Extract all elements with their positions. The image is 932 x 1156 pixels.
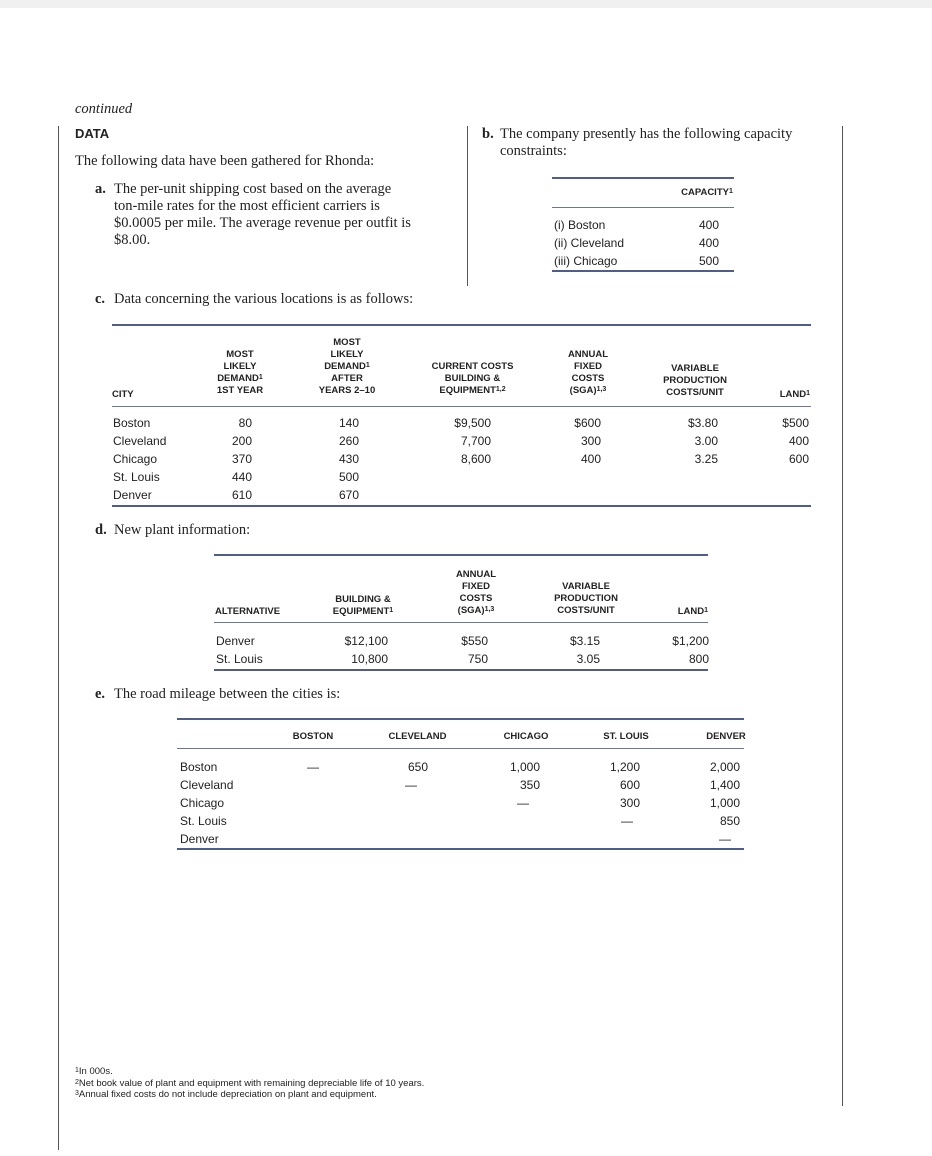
current-cost-value: 8,600 [460, 452, 491, 466]
variable-value: $3.15 [569, 634, 600, 648]
variable-cost-value: $3.80 [687, 416, 718, 430]
demand-1st-value: 80 [238, 416, 252, 430]
city-name: Boston [113, 416, 151, 430]
locations-header-demand-after [312, 337, 382, 397]
capacity-values-col [680, 216, 719, 270]
new-plant-variable-col [560, 632, 600, 668]
current-cost-value: $9,500 [454, 416, 491, 430]
capacity-row-name: (i) Boston [554, 218, 606, 232]
mileage-value: — [719, 832, 731, 846]
mileage-row-name: Boston [180, 760, 218, 774]
header-line: COSTS/UNIT [557, 605, 615, 616]
fixed-value: 750 [467, 652, 488, 666]
item-e-label: e. [95, 686, 106, 702]
mileage-value: — [307, 760, 319, 774]
header-line: EQUIPMENT$^1$ [332, 606, 394, 617]
item-b-line: constraints: [500, 143, 567, 159]
locations-fixed-col [570, 414, 601, 468]
new-plant-building-col [335, 632, 388, 668]
variable-cost-value: 3.00 [694, 434, 718, 448]
header-line: AFTER [331, 373, 363, 384]
new-plant-header-building [318, 594, 408, 618]
new-plant-table-top-rule [214, 554, 708, 556]
mileage-stlouis-col [600, 758, 640, 830]
mileage-table-mid-rule [177, 748, 744, 749]
capacity-row-value: 400 [698, 218, 719, 232]
intro-text: The following data have been gathered for Rhonda: [75, 153, 375, 169]
demand-after-value: 140 [338, 416, 359, 430]
capacity-header: CAPACITY$^1$ [681, 187, 733, 198]
variable-cost-value: 3.25 [694, 452, 718, 466]
header-line: BUILDING & [335, 594, 391, 605]
item-a-text [114, 181, 411, 249]
building-value: 10,800 [351, 652, 388, 666]
mileage-value: — [517, 796, 529, 810]
city-name: Cleveland [113, 434, 167, 448]
header-line: YEARS 2–10 [318, 385, 376, 396]
capacity-table-top-rule [552, 177, 734, 179]
new-plant-header-variable [546, 581, 626, 617]
header-line: LIKELY [330, 349, 364, 360]
new-plant-header-alternative: ALTERNATIVE [215, 606, 281, 617]
capacity-row-name: (iii) Chicago [554, 254, 618, 268]
land-value: 800 [688, 652, 709, 666]
item-b-text [500, 126, 792, 160]
mileage-value: 350 [519, 778, 540, 792]
mileage-value: 1,000 [709, 796, 740, 810]
capacity-row-value: 500 [698, 254, 719, 268]
demand-after-value: 430 [338, 452, 359, 466]
mileage-denver-col [700, 758, 740, 848]
header-line: EQUIPMENT$^{1,2}$ [439, 385, 506, 396]
mileage-chicago-col [500, 758, 540, 812]
capacity-row-value: 400 [698, 236, 719, 250]
demand-after-value: 500 [338, 470, 359, 484]
locations-table-mid-rule [112, 406, 811, 407]
new-plant-land-col [660, 632, 709, 668]
alternative-name: Denver [216, 634, 255, 648]
new-plant-fixed-col [455, 632, 488, 668]
header-line: CURRENT COSTS [431, 361, 514, 372]
mileage-table-bottom-rule [177, 848, 744, 850]
capacity-table-bottom-rule [552, 270, 734, 272]
city-name: Chicago [113, 452, 158, 466]
demand-1st-value: 440 [231, 470, 252, 484]
header-line: FIXED [574, 361, 602, 372]
new-plant-header-land: LAND$^1$ [677, 606, 708, 617]
page-top-band [0, 0, 932, 8]
footnote: $^3$Annual fixed costs do not include depreciation on plant and equipment. [75, 1089, 377, 1100]
demand-after-value: 260 [338, 434, 359, 448]
mileage-value: — [621, 814, 633, 828]
new-plant-alternative-col [216, 632, 263, 668]
footnote: $^1$In 000s. [75, 1066, 113, 1077]
demand-1st-value: 370 [231, 452, 252, 466]
new-plant-table-mid-rule [214, 622, 708, 623]
mileage-value: 1,400 [709, 778, 740, 792]
locations-header-variable [655, 363, 735, 399]
footnote: $^2$Net book value of plant and equipment with remaining depreciable life of 10 years. [75, 1077, 425, 1089]
header-line: MOST [226, 349, 254, 360]
mileage-header-cleveland: CLEVELAND [388, 731, 447, 742]
locations-current-costs-col [440, 414, 491, 468]
demand-1st-value: 610 [231, 488, 252, 502]
mileage-header-chicago: CHICAGO [503, 731, 549, 742]
mileage-value: 1,000 [509, 760, 540, 774]
header-line: BUILDING & [444, 373, 501, 384]
item-e-text: The road mileage between the cities is: [114, 686, 341, 702]
item-c-label: c. [95, 291, 106, 307]
header-line: COSTS [459, 593, 493, 604]
item-d-label: d. [95, 522, 107, 538]
header-line: COSTS [571, 373, 605, 384]
mileage-row-name: Denver [180, 832, 219, 846]
mileage-row-names-col [180, 758, 233, 848]
current-cost-value: 7,700 [460, 434, 491, 448]
land-value: $500 [782, 416, 809, 430]
header-line: PRODUCTION [663, 375, 727, 386]
mileage-header-stlouis: ST. LOUIS [603, 731, 649, 742]
item-d-text: New plant information: [114, 522, 251, 538]
demand-after-value: 670 [338, 488, 359, 502]
capacity-names-col [554, 216, 624, 270]
locations-city-col [113, 414, 166, 504]
header-line: COSTS/UNIT [666, 387, 724, 398]
locations-header-fixed [553, 349, 623, 397]
header-line: ANNUAL [567, 349, 609, 360]
fixed-cost-value: 300 [580, 434, 601, 448]
item-b-line: The company presently has the following capacity [500, 126, 793, 142]
item-a-line: $0.0005 per mile. The average revenue per outfit is [114, 215, 411, 231]
mileage-value: 650 [407, 760, 428, 774]
mileage-value: 1,200 [609, 760, 640, 774]
locations-header-land: LAND$^1$ [779, 389, 810, 400]
item-c-text: Data concerning the various locations is as follows: [114, 291, 414, 307]
locations-demand-1st-col [215, 414, 252, 504]
header-line: DEMAND$^1$ [217, 373, 263, 384]
header-line: VARIABLE [671, 363, 719, 374]
item-a-label: a. [95, 181, 106, 197]
mileage-value: 600 [619, 778, 640, 792]
header-line: MOST [333, 337, 361, 348]
header-line: VARIABLE [562, 581, 610, 592]
mileage-row-name: St. Louis [180, 814, 227, 828]
locations-header-city: CITY [112, 389, 134, 400]
mileage-value: 2,000 [709, 760, 740, 774]
locations-header-current-costs [425, 361, 520, 397]
header-line: PRODUCTION [554, 593, 618, 604]
mileage-value: 850 [719, 814, 740, 828]
left-margin-line [58, 126, 59, 1150]
land-value: 600 [788, 452, 809, 466]
item-a-line: $8.00. [114, 232, 151, 248]
demand-1st-value: 200 [231, 434, 252, 448]
mileage-table-top-rule [177, 718, 744, 720]
header-line: LIKELY [223, 361, 257, 372]
item-a-line: ton-mile rates for the most efficient carriers is [114, 198, 380, 214]
variable-value: 3.05 [576, 652, 600, 666]
mileage-value: — [405, 778, 417, 792]
mileage-row-name: Cleveland [180, 778, 234, 792]
locations-table-bottom-rule [112, 505, 811, 507]
header-line: ANNUAL [455, 569, 497, 580]
new-plant-header-fixed [441, 569, 511, 617]
continued-label: continued [75, 101, 133, 117]
data-heading: DATA [75, 126, 110, 141]
capacity-table-mid-rule [552, 207, 734, 208]
mileage-header-denver: DENVER [706, 731, 746, 742]
locations-demand-after-col [320, 414, 359, 504]
mileage-row-name: Chicago [180, 796, 225, 810]
right-margin-line [842, 126, 843, 1106]
fixed-value: $550 [461, 634, 488, 648]
locations-header-demand-1st [205, 349, 275, 397]
city-name: Denver [113, 488, 152, 502]
item-b-label: b. [482, 126, 494, 142]
header-line: FIXED [462, 581, 490, 592]
fixed-cost-value: 400 [580, 452, 601, 466]
item-a-line: The per-unit shipping cost based on the average [114, 181, 392, 197]
header-line: 1ST YEAR [216, 385, 264, 396]
header-line: DEMAND$^1$ [324, 361, 370, 372]
locations-variable-col [680, 414, 718, 468]
city-name: St. Louis [113, 470, 160, 484]
mileage-cleveland-col [390, 758, 428, 794]
fixed-cost-value: $600 [574, 416, 601, 430]
locations-table-top-rule [112, 324, 811, 326]
capacity-row-name: (ii) Cleveland [554, 236, 625, 250]
land-value: 400 [788, 434, 809, 448]
header-line: (SGA)$^{1,3}$ [569, 385, 607, 396]
column-divider [467, 126, 468, 286]
alternative-name: St. Louis [216, 652, 263, 666]
mileage-value: 300 [619, 796, 640, 810]
new-plant-table-bottom-rule [214, 669, 708, 671]
mileage-boston-col [295, 758, 331, 776]
land-value: $1,200 [672, 634, 709, 648]
locations-land-col [775, 414, 809, 468]
footnotes [75, 1066, 424, 1101]
mileage-header-boston: BOSTON [292, 731, 334, 742]
header-line: (SGA)$^{1,3}$ [457, 605, 495, 616]
building-value: $12,100 [344, 634, 388, 648]
